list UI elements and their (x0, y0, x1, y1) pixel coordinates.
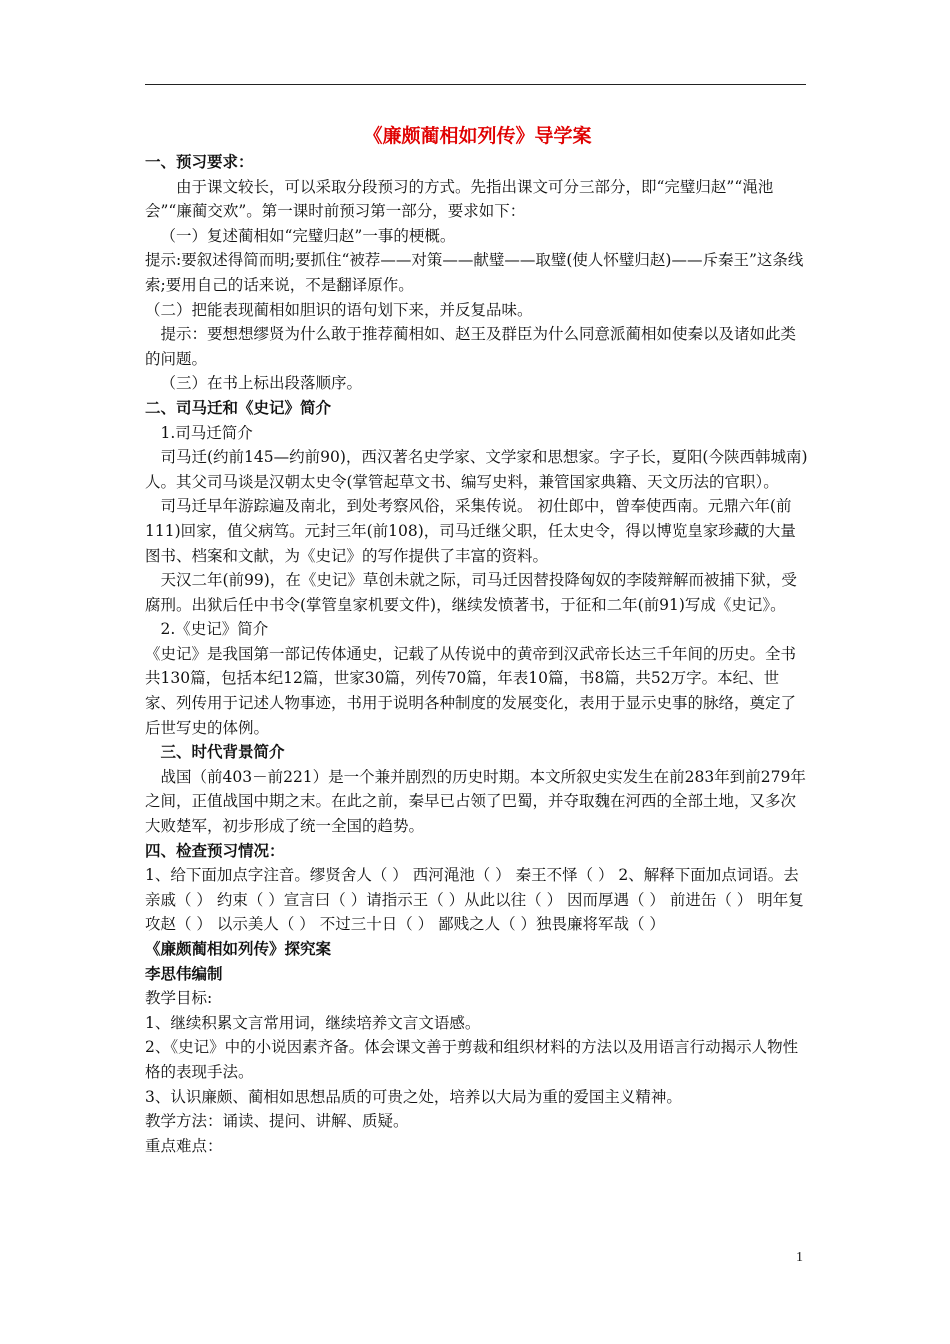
label: 教学目标: (145, 989, 213, 1008)
list-item: （三）在书上标出段落顺序。 (160, 374, 363, 393)
section-heading-sima-qian: 二、司马迁和《史记》简介 (145, 398, 332, 417)
paragraph: 战国（前403－前221）是一个兼并剧烈的历史时期。本文所叙史实发生在前283年到前279年之间，正值战国中期之末。在此之前，秦早已占领了巴蜀，并夺取魏在河西的全部土地，又多次大败楚军，初步形成了统一全国的趋势。 (145, 767, 806, 836)
paragraph: 《史记》是我国第一部记传体通史，记载了从传说中的黄帝到汉武帝长达三千年间的历史。全书共130篇，包括本纪12篇，世家30篇，列传70篇，年表10篇，书8篇，共52万字。本纪、世家、列传用于记述人物事迹，书用于说明各种制度的发展变化，表用于显示史事的脉络，奠定了后世写史的体例。 (145, 644, 797, 737)
paragraph: 提示：要想想缪贤为什么敢于推荐蔺相如、赵王及群臣为什么同意派蔺相如使秦以及诸如此类的问题。 (145, 325, 797, 368)
paragraph: 提示:要叙述得简而明;要抓住“被荐——对策——献璧——取璧(使人怀璧归赵)——斥秦王”这条线索;要用自己的话来说，不是翻译原作。 (145, 251, 804, 294)
paragraph: 天汉二年(前99)，在《史记》草创未就之际，司马迁因替投降匈奴的李陵辩解而被捕下狱，受腐刑。出狱后任中书令(掌管皇家机要文件)，继续发愤著书，于征和二年(前91)写成《史记》。 (145, 571, 797, 614)
author: 李思伟编制 (145, 964, 223, 983)
list-item: （二）把能表现蔺相如胆识的语句划下来，并反复品味。 (145, 300, 533, 319)
list-item: （一）复述蔺相如“完璧归赵”一事的梗概。 (160, 226, 456, 245)
section-heading-preview: 一、预习要求： (145, 153, 254, 171)
list-item: 3、认识廉颇、蔺相如思想品质的可贵之处，培养以大局为重的爱国主义精神。 (145, 1087, 682, 1106)
paragraph: 司马迁(约前145—约前90)，西汉著名史学家、文学家和思想家。字子长，夏阳(今陕西韩城南)人。其父司马谈是汉朝太史令(掌管起草文书、编写史料，兼管国家典籍、天文历法的官职）。 (145, 448, 808, 491)
document-title: 《廉颇蔺相如列传》导学案 (363, 125, 592, 147)
paragraph: 1、给下面加点字注音。缪贤舍人（ ） 西河渑池（ ） 秦王不怿（ ） 2、解释下面加点词语。去亲戚（ ） 约束（ ）宣言曰（ ）请指示王（ ）从此以往（ ） 因而厚遇（ ） 前进缶（ ） 明年复攻赵（ ） 以示美人（ ） 不过三十日（ ） 鄙贱之人（ ）独畏廉将军哉（ ） (145, 866, 804, 934)
subheading: 2.《史记》简介 (160, 620, 269, 639)
list-item: 2、《史记》中的小说因素齐备。体会课文善于剪裁和组织材料的方法以及用语言行动揭示人物性格的表现手法。 (145, 1038, 799, 1081)
header-rule (145, 84, 806, 85)
document-body (145, 122, 810, 1158)
label: 重点难点： (145, 1136, 223, 1155)
paragraph: 由于课文较长，可以采取分段预习的方式。先指出课文可分三部分，即“完璧归赵”“渑池会”“廉蔺交欢”。第一课时前预习第一部分，要求如下： (145, 177, 774, 221)
subheading: 1.司马迁简介 (160, 423, 253, 442)
paragraph: 教学方法：诵读、提问、讲解、质疑。 (145, 1112, 409, 1131)
section-heading-background: 三、时代背景简介 (160, 743, 285, 762)
section-heading-check: 四、检查预习情况： (145, 841, 285, 860)
part-title: 《廉颇蔺相如列传》探究案 (145, 940, 332, 958)
list-item: 1、继续积累文言常用词，继续培养文言文语感。 (145, 1013, 481, 1032)
paragraph: 司马迁早年游踪遍及南北，到处考察风俗，采集传说。 初仕郎中，曾奉使西南。元鼎六年(前111)回家，值父病笃。元封三年(前108)，司马迁继父职，任太史令，得以博览皇家珍藏的大量图书、档案和文献，为《史记》的写作提供了丰富的资料。 (145, 497, 796, 565)
page-number: 1 (796, 1250, 803, 1265)
